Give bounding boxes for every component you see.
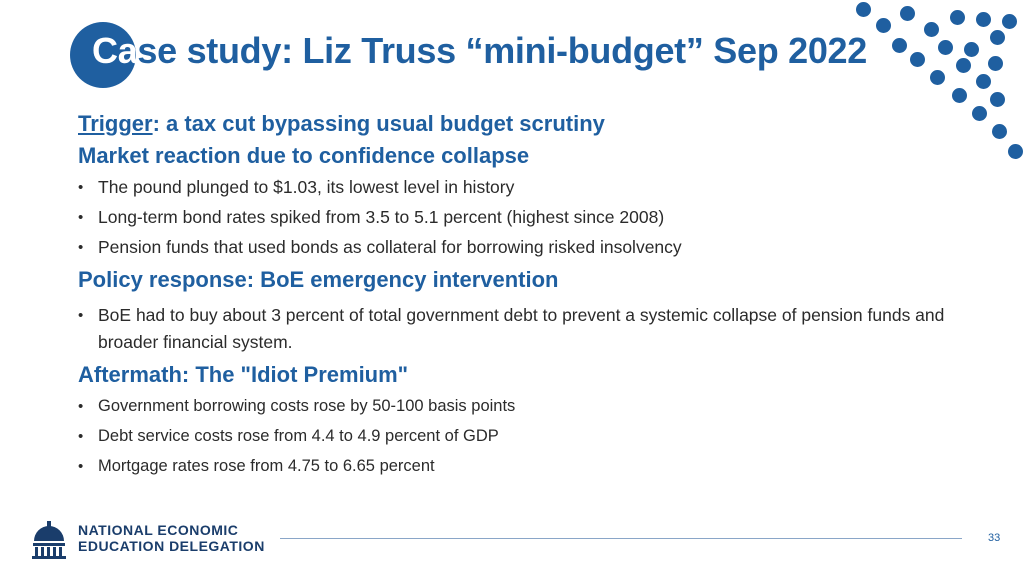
dot [956,58,971,73]
policy-heading: Policy response: BoE emergency intervention [78,267,559,292]
aftermath-heading: Aftermath: The "Idiot Premium" [78,362,409,387]
dot [990,92,1005,107]
trigger-label: Trigger [78,111,153,136]
page-number: 33 [988,532,1001,544]
dot [876,18,891,33]
dot [910,52,925,67]
aftermath-bullet-list [78,393,978,480]
dot [950,10,965,25]
policy-bullet: • BoE had to buy about 3 percent of total government debt to prevent a systemic collapse of pension funds and broader financial system. [78,302,978,356]
capitol-dome-icon [30,519,68,559]
dot [930,70,945,85]
market-bullet: • The pound plunged to $1.03, its lowest level in history [78,174,978,201]
dot [988,56,1003,71]
title-lead: Ca [92,30,138,71]
dot [1008,144,1023,159]
policy-bullet-list [78,302,978,356]
dot [900,6,915,21]
aftermath-bullet: • Government borrowing costs rose by 50-100 basis points [78,393,978,420]
dot [892,38,907,53]
slide-title [92,30,867,72]
aftermath-bullet: • Debt service costs rose from 4.4 to 4.9 percent of GDP [78,423,978,450]
market-bullet-list [78,174,978,261]
dot [856,2,871,17]
dot [964,42,979,57]
market-bullet: • Pension funds that used bonds as collateral for borrowing risked insolvency [78,234,978,261]
logo-wordmark [78,522,265,554]
dot [976,74,991,89]
nee-logo [30,517,270,561]
trigger-heading [78,108,978,140]
logo-line-2: EDUCATION DELEGATION [78,538,265,554]
dot [992,124,1007,139]
dot [938,40,953,55]
aftermath-bullet: • Mortgage rates rose from 4.75 to 6.65 percent [78,453,978,480]
dot [976,12,991,27]
dot [952,88,967,103]
dot [1002,14,1017,29]
dot [990,30,1005,45]
slide-content [78,108,978,483]
trigger-text: : a tax cut bypassing usual budget scrutiny [152,111,605,136]
dot [924,22,939,37]
market-bullet: • Long-term bond rates spiked from 3.5 to 5.1 percent (highest since 2008) [78,204,978,231]
market-heading: Market reaction due to confidence collapse [78,143,530,168]
title-rest: se study: Liz Truss “mini-budget” Sep 2022 [137,30,867,71]
logo-line-1: NATIONAL ECONOMIC [78,522,239,538]
footer-divider [280,538,962,539]
